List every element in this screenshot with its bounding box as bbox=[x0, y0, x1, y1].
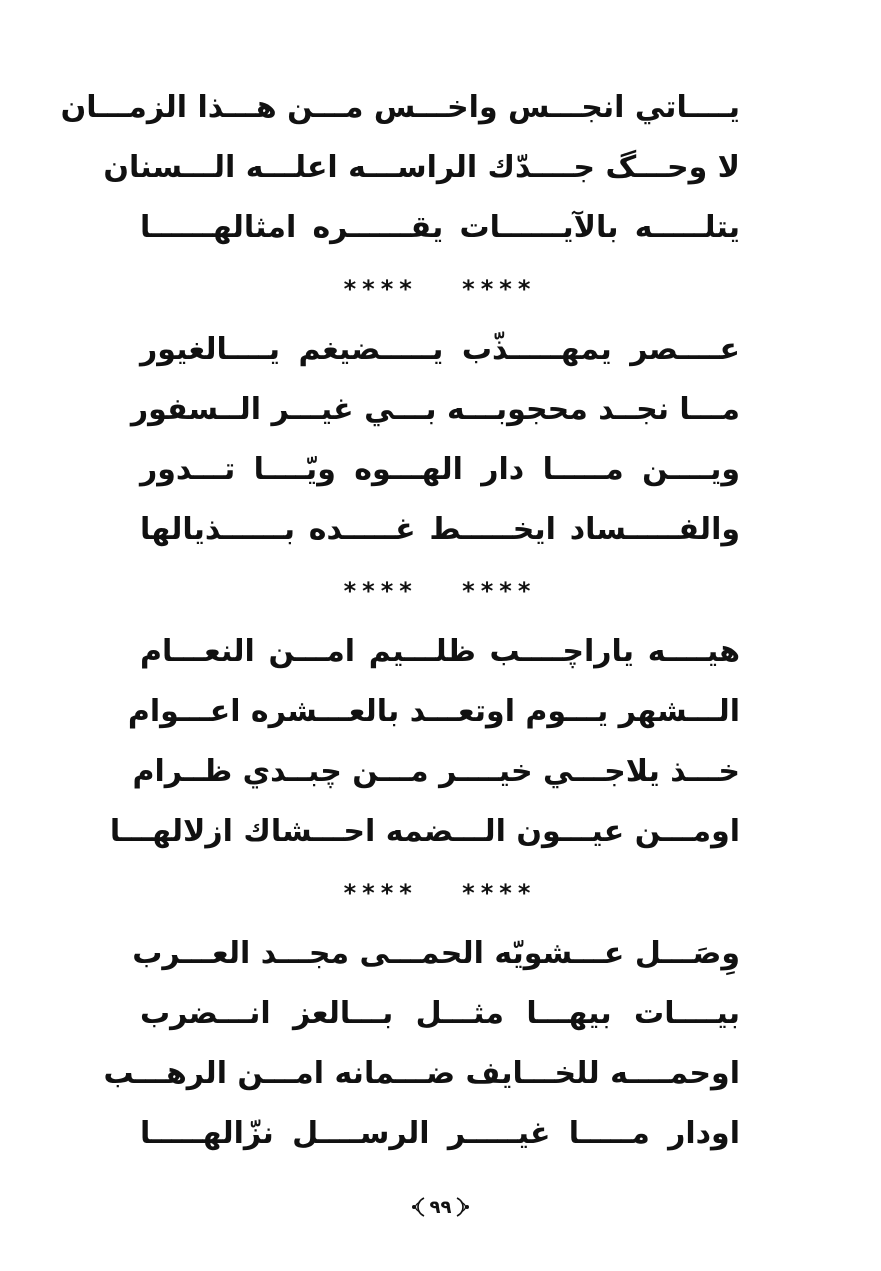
stanza-4 bbox=[103, 924, 740, 1164]
stanza-3 bbox=[109, 622, 740, 862]
verse-line: اودار مـــــا غيـــــر الرســــل نزّالهـــــا bbox=[140, 1116, 740, 1151]
verse-line: يــــاتي انجـــس واخـــس مـــن هـــذا الزمـــان bbox=[60, 90, 740, 125]
verse-line: هيــــه ياراچــــب ظلـــيم امـــن النعـــام bbox=[140, 634, 740, 669]
verse-line: ويــــن مـــــا دار الهـــوه ويّــــا تـــدور bbox=[140, 452, 740, 487]
verse-line: الـــشهر يـــوم اوتعـــد بالعـــشره اعـــوام bbox=[127, 694, 740, 729]
right-ornament-icon bbox=[455, 1196, 471, 1218]
verse-line: يتلـــــه بالآيــــــات يقــــــره امثالهــــــا bbox=[140, 210, 740, 245]
stanza-2 bbox=[130, 320, 740, 560]
stanza-separator: **** **** bbox=[343, 577, 537, 605]
verse-line: لا وحـــگ جــــدّك الراســـه اعلـــه الـــسنان bbox=[103, 150, 740, 185]
verse-line: وِصَـــل عـــشويّه الحمـــى مجـــد العـــرب bbox=[132, 936, 740, 971]
page-number: ٩٩ bbox=[429, 1196, 452, 1218]
left-ornament-icon bbox=[410, 1196, 426, 1218]
verse-line: عــــصر يمهـــــذّب يـــــضيغم يــــالغيور bbox=[140, 332, 740, 367]
page-footer bbox=[0, 1196, 881, 1236]
stanza-separator: **** **** bbox=[343, 879, 537, 907]
verse-line: بيــــات بيهـــا مثـــل بـــالعز انـــضرب bbox=[140, 996, 740, 1031]
stanza-separator: **** **** bbox=[343, 275, 537, 303]
stanza-1 bbox=[60, 78, 740, 258]
poem bbox=[60, 78, 740, 1164]
verse-line: خـــذ يلاجـــي خيــــر مـــن چبــدي ظــرام bbox=[132, 754, 740, 789]
page-number-ornament bbox=[410, 1196, 472, 1218]
verse-line: اومـــن عيـــون الـــضمه احـــشاك ازلالهـــا bbox=[109, 814, 740, 849]
verse-line: مـــا نجــد محجوبـــه بـــي غيـــر الــسفور bbox=[130, 392, 740, 427]
verse-line: والفـــــساد ايخـــــط غـــــده بــــــذيالها bbox=[140, 512, 740, 547]
verse-line: اوحمــــه للخـــايف ضـــمانه امـــن الرهـــب bbox=[103, 1056, 740, 1091]
